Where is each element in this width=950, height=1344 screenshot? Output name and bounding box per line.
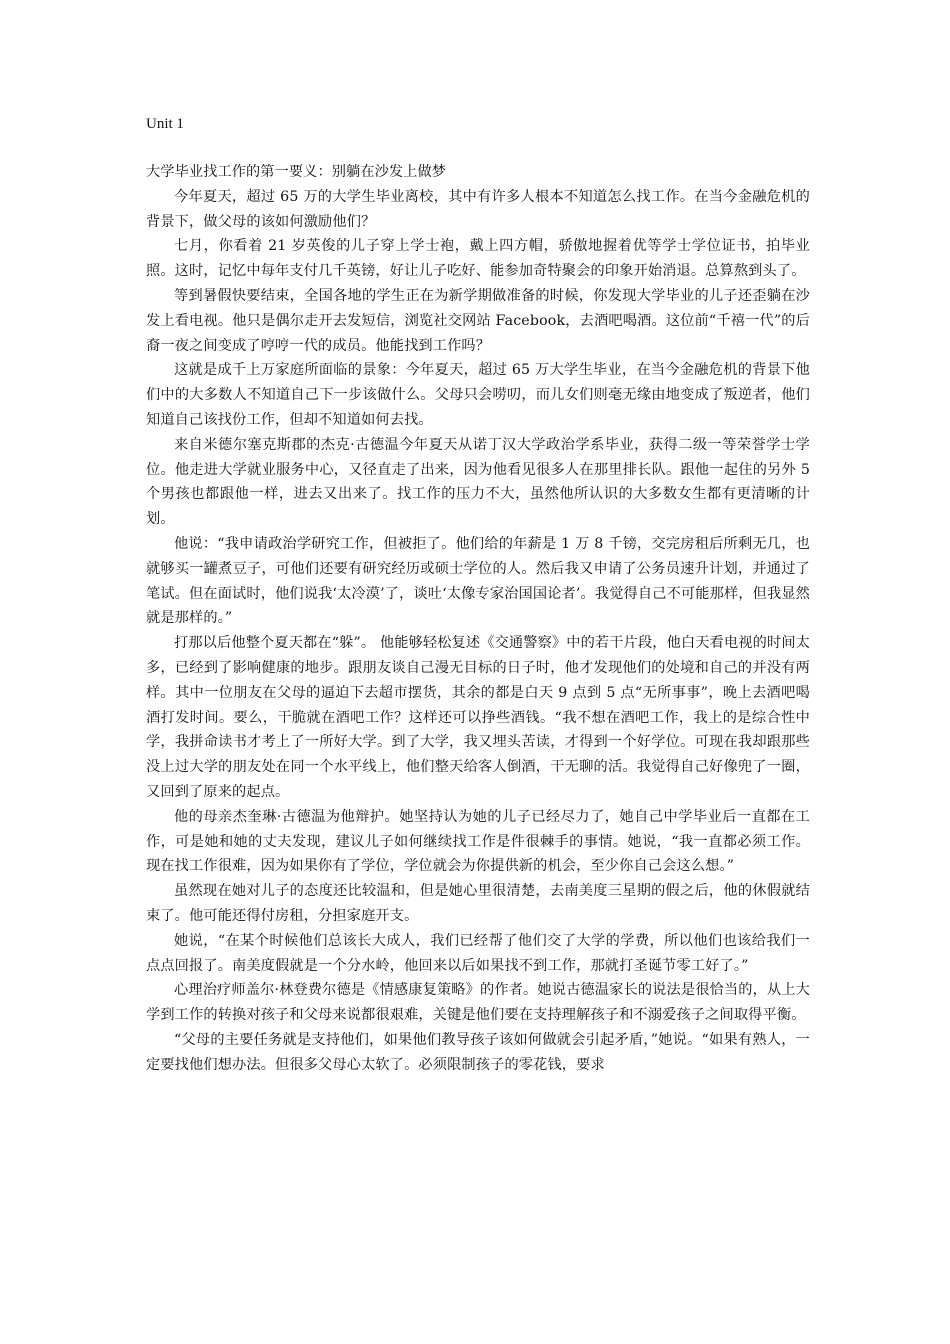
paragraph-9: 虽然现在她对儿子的态度还比较温和，但是她心里很清楚，去南美度三星期的假之后，他的休假就结束了。他可能还得付房租，分担家庭开支。: [146, 883, 810, 924]
article-title: 大学毕业找工作的第一要义：别躺在沙发上做梦: [146, 164, 447, 180]
paragraph-1: 今年夏天，超过 65 万的大学生毕业离校，其中有许多人根本不知道怎么找工作。在当今金融危机的背景下，做父母的该如何激励他们？: [146, 188, 810, 230]
paragraph-4: 这就是成千上万家庭所面临的景象：今年夏天，超过 65 万大学生毕业，在当今金融危机的背景下他们中的大多数人不知道自己下一步该做什么。父母只会唠叨，而儿女们则毫无缘由地变成了叛逆者，他们知道自己该找份工作，但却不知道如何去找。: [146, 362, 810, 428]
paragraph-11: 心理治疗师盖尔·林登费尔德是《情感康复策略》的作者。她说古德温家长的说法是很恰当的，从上大学到工作的转换对孩子和父母来说都很艰难，关键是他们要在支持理解孩子和不溺爱孩子之间取得平衡。: [146, 982, 810, 1024]
paragraph-3: 等到暑假快要结束，全国各地的学生正在为新学期做准备的时候，你发现大学毕业的儿子还歪躺在沙发上看电视。他只是偶尔走开去发短信，浏览社交网站 Facebook，去酒吧喝酒。这位前“千禧一代”的后裔一夜之间变成了哼哼一代的成员。他能找到工作吗？: [146, 287, 810, 354]
paragraph-5: 来自米德尔塞克斯郡的杰克·古德温今年夏天从诺丁汉大学政治学系毕业，获得二级一等荣誉学士学位。他走进大学就业服务中心，又径直走了出来，因为他看见很多人在那里排长队。跟他一起住的另外 5 个男孩也都跟他一样，进去又出来了。找工作的压力不大，虽然他所认识的大多数女生都有更清晰的计划。: [146, 436, 810, 528]
unit-heading: Unit 1: [146, 116, 184, 132]
paragraph-8: 他的母亲杰奎琳·古德温为他辩护。她坚持认为她的儿子已经尽力了，她自己中学毕业后一直都在工作，可是她和她的丈夫发现，建议儿子如何继续找工作是件很棘手的事情。她说，“我一直都必须工作。现在找工作很难，因为如果你有了学位，学位就会为你提供新的机会，至少你自己会这么想。”: [146, 808, 810, 875]
paragraph-6: 他说：“我申请政治学研究工作，但被拒了。他们给的年薪是 1 万 8 千镑，交完房租后所剩无几，也就够买一罐煮豆子，可他们还要有研究经历或硕士学位的人。然后我又申请了公务员速升计划，并通过了笔试。但在面试时，他们说我‘太冷漠’了，谈吐‘太像专家治国国论者’。我觉得自己不可能那样，但我显然就是那样的。”: [146, 535, 810, 627]
paragraph-7: 打那以后他整个夏天都在“躲”。 他能够轻松复述《交通警察》中的若干片段，他白天看电视的时间太多，已经到了影响健康的地步。跟朋友谈自己漫无目标的日子时，他才发现他们的处境和自己的并没有两样。其中一位朋友在父母的逼迫下去超市摆货，其余的都是白天 9 点到 5 点“无所事事”，晚上去酒吧喝酒打发时间。要么，干脆就在酒吧工作？这样还可以挣些酒钱。“我不想在酒吧工作，我上的是综合性中学，我拼命读书才考上了一所好大学。到了大学，我又埋头苦读，才得到一个好学位。可现在我却跟那些没上过大学的朋友处在同一个水平线上，他们整天给客人倒酒，干无聊的活。我觉得自己好像兜了一圈，又回到了原来的起点。: [146, 635, 810, 800]
paragraph-10: 她说，“在某个时候他们总该长大成人，我们已经帮了他们交了大学的学费，所以他们也该给我们一点点回报了。南美度假就是一个分水岭，他回来以后如果找不到工作，那就打圣诞节零工好了。”: [146, 932, 810, 974]
paragraph-12: “父母的主要任务就是支持他们，如果他们教导孩子该如何做就会引起矛盾，”她说。“如果有熟人，一定要找他们想办法。但很多父母心太软了。必须限制孩子的零花钱，要求: [146, 1031, 810, 1073]
paragraph-2: 七月，你看着 21 岁英俊的儿子穿上学士袍，戴上四方帽，骄傲地握着优等学士学位证书，拍毕业照。这时，记忆中每年支付几千英镑，好让儿子吃好、能参加奇特聚会的印象开始消退。总算熬到头了。: [146, 238, 810, 280]
document-page: [146, 112, 810, 1077]
